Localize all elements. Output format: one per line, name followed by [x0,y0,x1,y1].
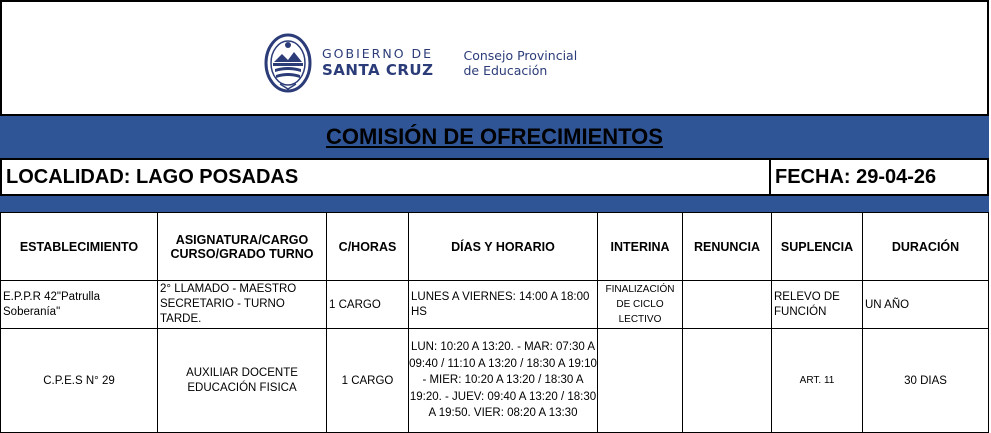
cell-establecimiento: E.P.P.R 42"Patrulla Soberanía" [1,281,158,329]
cell-choras: 1 CARGO [327,281,409,329]
header-interina: INTERINA [598,213,683,281]
cell-suplencia: RELEVO DE FUNCIÓN [772,281,863,329]
cell-asignatura: AUXILIAR DOCENTE EDUCACIÓN FISICA [158,329,327,433]
header-renuncia: RENUNCIA [683,213,772,281]
localidad-box [0,158,771,196]
consejo-line2: de Educación [463,63,548,78]
header-establecimiento: ESTABLECIMIENTO [1,213,158,281]
header-choras: C/HORAS [327,213,409,281]
header-suplencia: SUPLENCIA [772,213,863,281]
table-row [1,281,989,329]
fecha-box [769,158,989,196]
header-dias: DÍAS Y HORARIO [409,213,598,281]
cell-interina [598,329,683,433]
cell-suplencia: ART. 11 [772,329,863,433]
cell-renuncia [683,329,772,433]
localidad-label: LOCALIDAD: LAGO POSADAS [6,166,299,188]
gov-name-line2: SANTA CRUZ [322,61,434,80]
header-asignatura [158,213,327,281]
provincial-shield-icon [264,32,312,94]
cell-establecimiento: C.P.E.S N° 29 [1,329,158,433]
header-box [0,0,989,116]
header-asignatura-line2: CURSO/GRADO TURNO [170,246,314,261]
header-duracion: DURACIÓN [863,213,989,281]
cell-asignatura: 2° LLAMADO - MAESTRO SECRETARIO - TURNO TARDE. [158,281,327,329]
cell-choras: 1 CARGO [327,329,409,433]
table-header-row [1,213,989,281]
consejo-line1: Consejo Provincial [463,48,578,63]
offers-table [0,212,989,433]
government-logo [264,32,577,94]
page-title: COMISIÓN DE OFRECIMIENTOS [326,124,663,149]
cell-duracion: 30 DIAS [863,329,989,433]
header-asignatura-line1: ASIGNATURA/CARGO [175,232,309,247]
gov-name-line1: GOBIERNO DE [322,45,434,61]
cell-interina: FINALIZACIÓN DE CICLO LECTIVO [598,281,683,329]
separator-band [0,196,989,212]
fecha-label: FECHA: 29-04-26 [775,166,937,188]
cell-dias: LUNES A VIERNES: 14:00 A 18:00 HS [409,281,598,329]
table-row [1,329,989,433]
cell-dias: LUN: 10:20 A 13:20. - MAR: 07:30 A 09:40 / 11:10 A 13:20 / 18:30 A 19:10 - MIER: 10:20 A 13:20 / 18:30 A 19:20. - JUEV: 09:40 A 13:20 / 18:30 A 19:50. VIER: 08:20 A 13:30 [409,329,598,433]
cell-renuncia [683,281,772,329]
cell-duracion: UN AÑO [863,281,989,329]
